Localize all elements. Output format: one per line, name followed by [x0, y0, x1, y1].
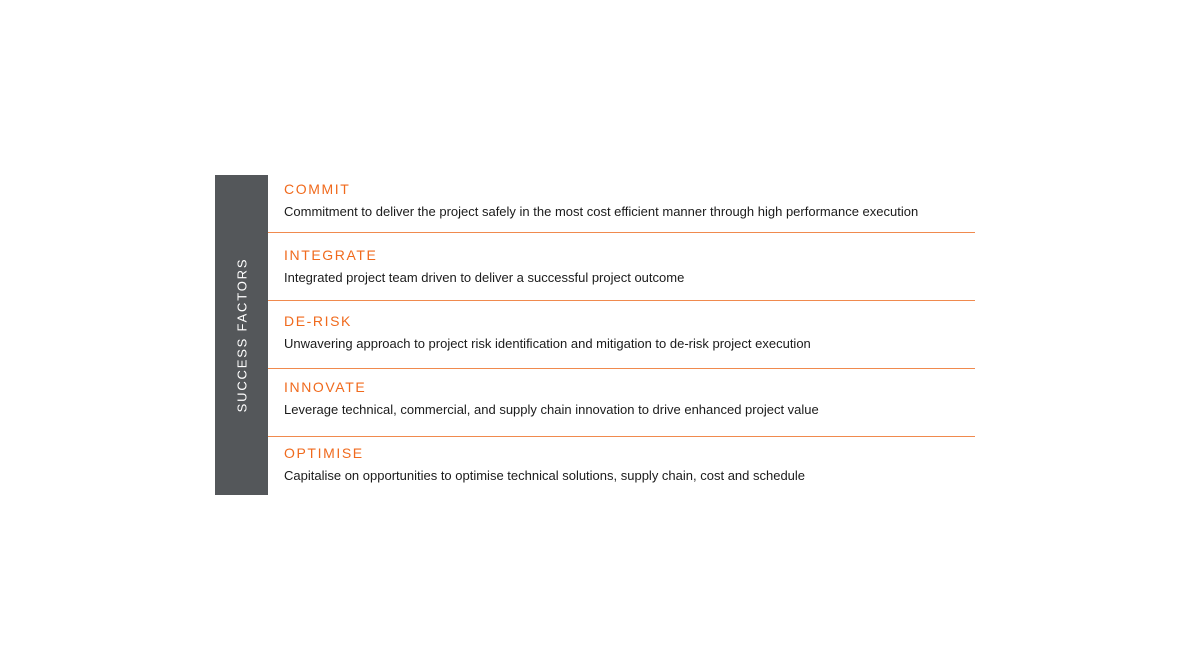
- factor-description: Leverage technical, commercial, and supply chain innovation to drive enhanced project value: [284, 402, 819, 417]
- factor-title: INTEGRATE: [284, 247, 378, 263]
- factor-description: Unwavering approach to project risk identification and mitigation to de-risk project execution: [284, 336, 811, 351]
- factor-divider: [268, 232, 975, 233]
- factor-title: COMMIT: [284, 181, 351, 197]
- factor-divider: [268, 368, 975, 369]
- factor-list: [268, 175, 975, 495]
- sidebar-label: SUCCESS FACTORS: [234, 257, 249, 413]
- factor-divider: [268, 436, 975, 437]
- factor-title: OPTIMISE: [284, 445, 364, 461]
- success-factors-sidebar: [215, 175, 268, 495]
- factor-description: Commitment to deliver the project safely in the most cost efficient manner through high performance execution: [284, 204, 919, 219]
- factor-description: Integrated project team driven to deliver a successful project outcome: [284, 270, 685, 285]
- factor-title: DE-RISK: [284, 313, 352, 329]
- factor-description: Capitalise on opportunities to optimise technical solutions, supply chain, cost and schedule: [284, 468, 806, 483]
- factor-divider: [268, 300, 975, 301]
- factor-title: INNOVATE: [284, 379, 367, 395]
- success-factors-panel: [215, 175, 975, 495]
